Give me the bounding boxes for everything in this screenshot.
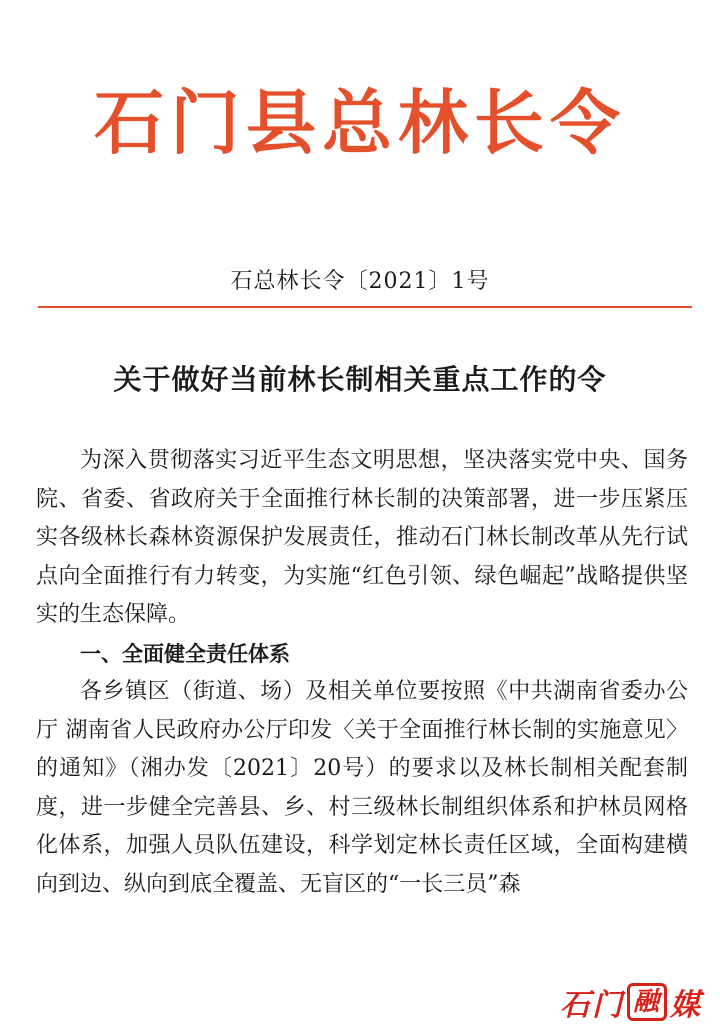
intro-paragraph: 为深入贯彻落实习近平生态文明思想，坚决落实党中央、国务院、省委、省政府关于全面推行林长制的决策部署，进一步压紧压实各级林长森林资源保护发展责任，推动石门林长制改革从先行试点向全面推行有力转变，为实施“红色引领、绿色崛起”战略提供坚实的生态保障。	[36, 448, 688, 627]
document-number: 石总林长令〔2021〕1号	[230, 269, 490, 294]
watermark-logo	[560, 980, 702, 1024]
header-divider	[38, 306, 692, 308]
document-body	[36, 442, 688, 904]
watermark-text: 石门	[559, 988, 624, 1023]
section-paragraph: 各乡镇区（街道、场）及相关单位要按照《中共湖南省委办公厅 湖南省人民政府办公厅印发〈关于全面推行林长制的实施意见〉的通知》（湘办发〔2021〕20号）的要求以及林长制相关配套制度，进一步健全完善县、乡、村三级林长制组织体系和护林员网格化体系，加强人员队伍建设，科学划定林长责任区域，全面构建横向到边、纵向到底全覆盖、无盲区的“一长三员”森	[36, 679, 688, 897]
document-header-title: 石门县总林长令	[94, 81, 626, 164]
section-heading: 一、全面健全责任体系	[80, 641, 290, 666]
document-title: 关于做好当前林长制相关重点工作的令	[113, 363, 607, 396]
watermark-text-tail: 媒	[670, 988, 702, 1023]
seal-icon: 融	[627, 983, 667, 1021]
